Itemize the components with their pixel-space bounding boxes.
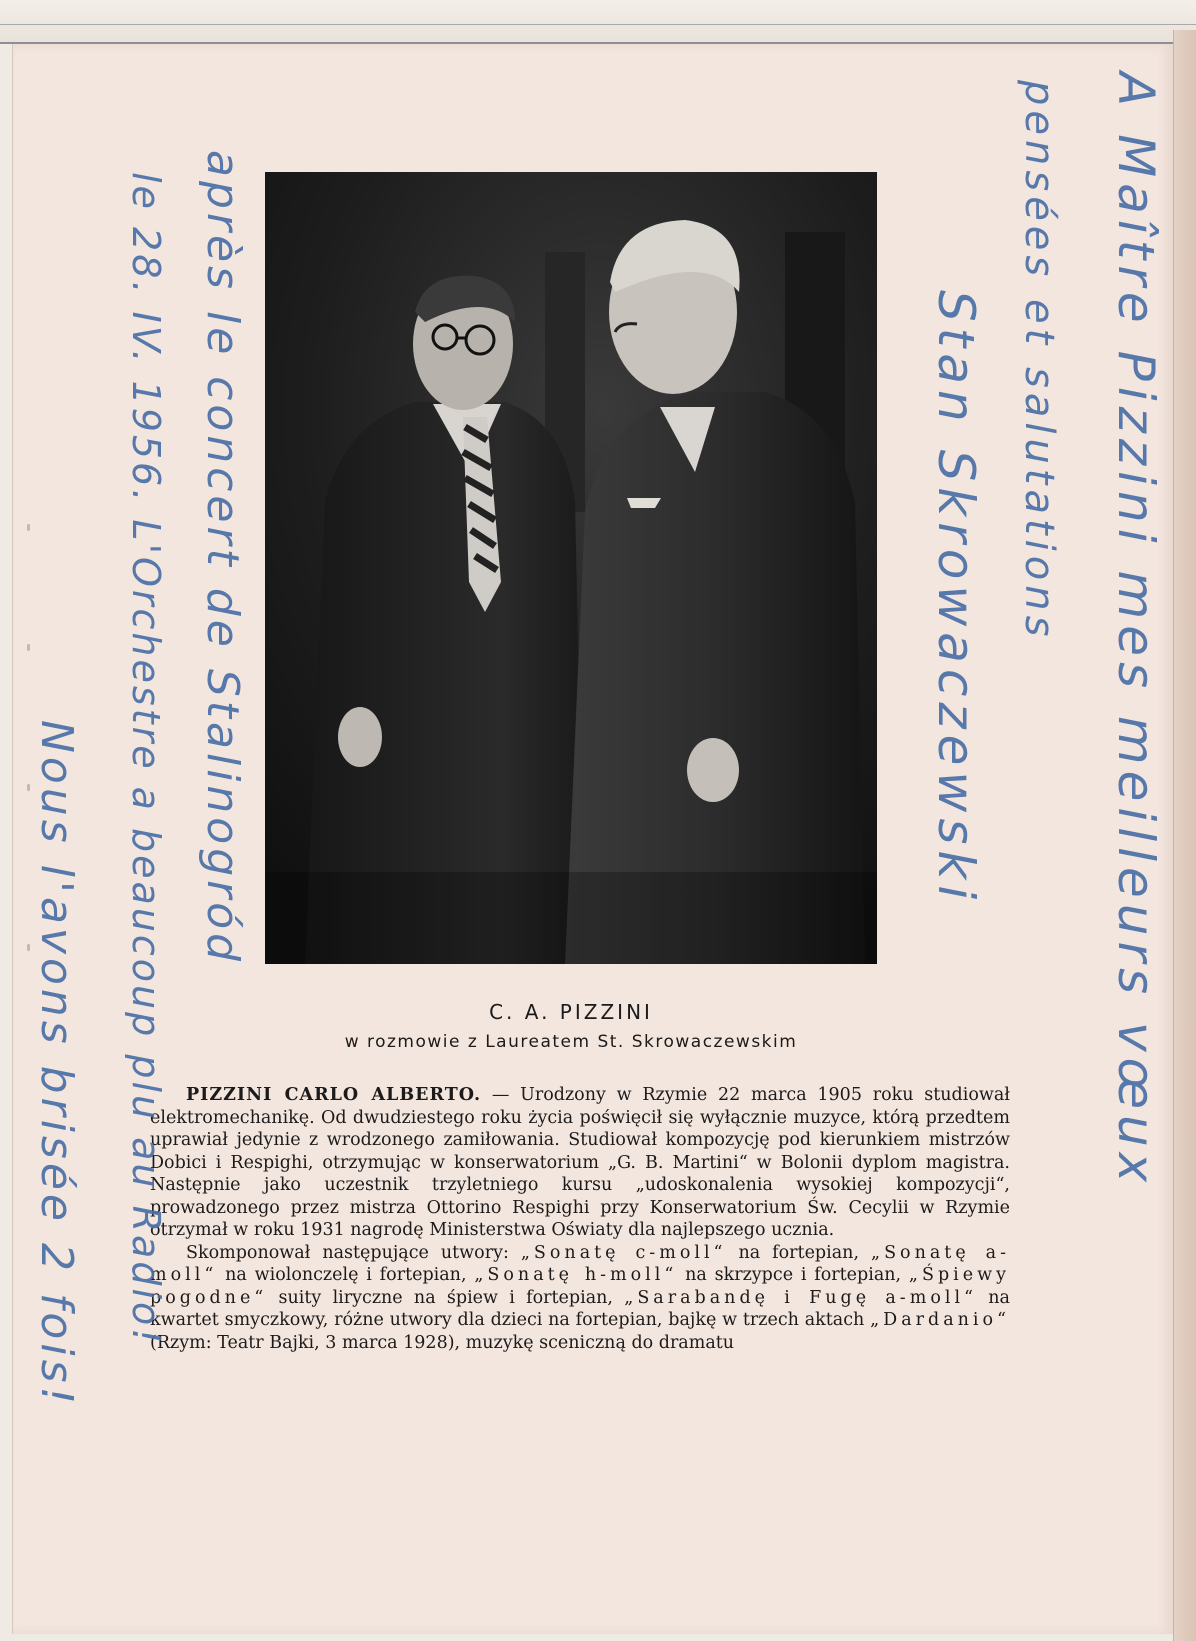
composer-name: PIZZINI CARLO ALBERTO. bbox=[186, 1085, 482, 1105]
work-title: „Śpiewy pogodne“ bbox=[150, 1265, 1010, 1308]
work-desc: (Rzym: Teatr Bajki, 3 marca 1928), muzykę sceniczną do dramatu bbox=[150, 1332, 735, 1353]
ruled-line bbox=[0, 24, 1196, 25]
work-desc: na wiolonczelę i fortepian, bbox=[217, 1265, 475, 1285]
work-title: „Sonatę h-moll“ bbox=[474, 1265, 678, 1285]
work-desc: suity liryczne na śpiew i fortepian, bbox=[267, 1287, 625, 1308]
photo-caption-title: C. A. PIZZINI bbox=[489, 1000, 653, 1024]
biography-paragraph-2 bbox=[150, 1242, 1010, 1355]
photo-caption-subtitle: w rozmowie z Laureatem St. Skrowaczewskim bbox=[344, 1032, 798, 1052]
handwritten-dedication-line-1: A Maître Pizzini mes meilleurs vœux bbox=[1107, 72, 1165, 1189]
handwritten-note-line-2: le 28. IV. 1956. L'Orchestre a beaucoup plu au Radio! bbox=[124, 172, 168, 1347]
work-desc: na fortepian, bbox=[726, 1242, 871, 1263]
scan-background-strip bbox=[0, 0, 1196, 44]
works-intro: Skomponował następujące utwory: bbox=[186, 1242, 521, 1263]
work-desc: na skrzypce i fortepian, bbox=[677, 1265, 909, 1285]
work-title: „Sonatę c-moll“ bbox=[520, 1242, 727, 1263]
handwritten-note-line-3: Nous l'avons brisée 2 fois! bbox=[31, 720, 82, 1409]
biography-text bbox=[150, 1084, 1010, 1354]
handwritten-signature: Stan Skrowaczewski bbox=[927, 290, 985, 906]
biography-paragraph-1 bbox=[150, 1084, 1010, 1242]
work-title: „Sonatę a-moll“ bbox=[150, 1242, 1011, 1285]
work-title: „Dardanio“ bbox=[870, 1310, 1010, 1330]
handwritten-dedication-line-2: pensées et salutations bbox=[1016, 80, 1062, 642]
handwritten-note-line-1: après le concert de Stalinogród bbox=[197, 150, 248, 966]
photograph-illustration bbox=[265, 172, 877, 964]
photograph bbox=[265, 172, 877, 964]
biography-paragraph-1-text: — Urodzony w Rzymie 22 marca 1905 roku studiował elektromechanikę. Od dwudziestego roku życia poświęcił się wyłącznie muzyce, którą przedtem uprawiał jedynie z wrodzonego zamiłowania. Studiował kompozycję pod kierunkiem mistrzów Dobici i Respighi, otrzymując w konserwatorium „G. B. Martini“ w Bolonii dyplom magistra. Następnie jako uczestnik trzyletniego kursu „udoskonalenia wysokiej kompozycji“, prowadzonego przez mistrza Ottorino Respighi przy Konserwatorium Św. Cecylii w Rzymie otrzymał w roku 1931 nagrodę Ministerstwa Oświaty dla najlepszego ucznia. bbox=[150, 1085, 1010, 1240]
page-edge bbox=[1173, 30, 1196, 1641]
work-title: „Sarabandę i Fugę a-moll“ bbox=[624, 1287, 977, 1308]
work-desc: na kwartet smyczkowy, różne utwory dla dzieci na fortepian, bajkę w trzech aktach bbox=[150, 1287, 1010, 1330]
